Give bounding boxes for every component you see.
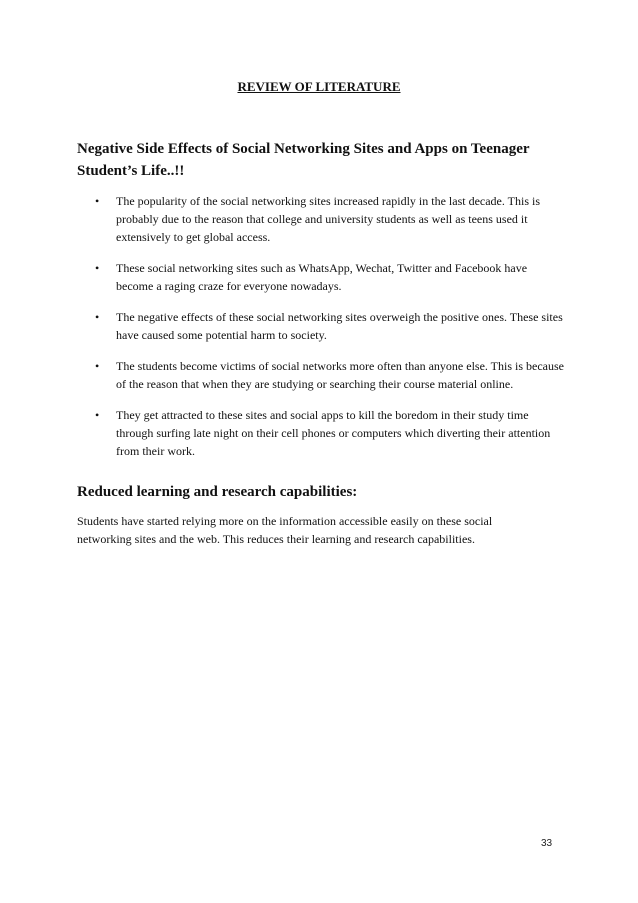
- bullet-icon: •: [95, 194, 100, 208]
- section-heading-negative-effects: Negative Side Effects of Social Networking Sites and Apps on Teenager Student’s Life..!!: [77, 141, 530, 179]
- bullet-icon: •: [95, 310, 100, 324]
- bullet-icon: •: [95, 408, 100, 422]
- bullet-text: These social networking sites such as WhatsApp, Wechat, Twitter and Facebook have become a raging craze for everyone nowadays.: [116, 261, 528, 293]
- page-number: 33: [541, 838, 553, 849]
- bullet-text: The popularity of the social networking sites increased rapidly in the last decade. This is probably due to the reason that college and university students as well as teens used it extensively to get global access.: [116, 194, 540, 244]
- list-item: [77, 357, 565, 393]
- bullet-icon: •: [95, 261, 100, 275]
- list-item: [77, 308, 565, 344]
- bullet-icon: •: [95, 359, 100, 373]
- bullet-text: They get attracted to these sites and social apps to kill the boredom in their study time through surfing late night on their cell phones or computers which diverting their attention from their work.: [116, 408, 551, 458]
- section-heading-reduced-learning: Reduced learning and research capabilities:: [77, 484, 358, 500]
- bullet-text: The negative effects of these social networking sites overweigh the positive ones. These sites have caused some potential harm to society.: [116, 310, 563, 342]
- bullet-text: The students become victims of social networks more often than anyone else. This is because of the reason that when they are studying or searching their course material online.: [116, 359, 564, 391]
- list-item: [77, 259, 565, 295]
- bullet-list: [77, 192, 565, 473]
- page-title: REVIEW OF LITERATURE: [237, 79, 401, 94]
- list-item: [77, 192, 565, 246]
- list-item: [77, 406, 565, 460]
- body-paragraph: Students have started relying more on the information accessible easily on these social networking sites and the web. This reduces their learning and research capabilities.: [77, 514, 493, 546]
